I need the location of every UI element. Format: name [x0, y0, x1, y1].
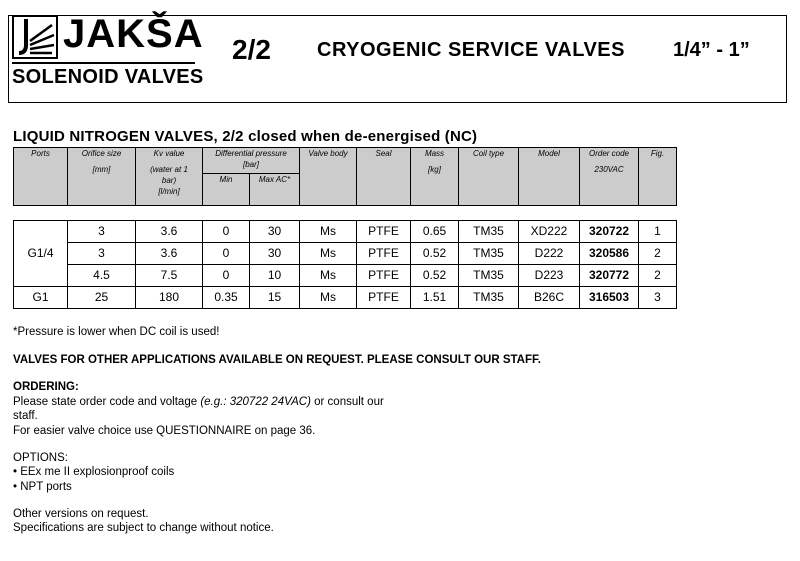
model-cell: B26C: [519, 287, 580, 309]
option-item-2: • NPT ports: [13, 481, 72, 493]
col-mass: Mass [kg]: [411, 148, 459, 206]
mass-cell: 0.52: [411, 243, 459, 265]
fig-cell: 3: [639, 287, 677, 309]
min-cell: 0.35: [203, 287, 250, 309]
model-cell: D223: [519, 265, 580, 287]
kv-cell: 3.6: [136, 221, 203, 243]
body-cell: Ms: [300, 221, 357, 243]
seal-cell: PTFE: [357, 287, 411, 309]
kv-cell: 180: [136, 287, 203, 309]
table-row: [14, 221, 677, 243]
body-cell: Ms: [300, 243, 357, 265]
kv-cell: 3.6: [136, 243, 203, 265]
table-row: [14, 265, 677, 287]
size-range: 1/4” - 1”: [673, 39, 750, 61]
coil-cell: TM35: [459, 243, 519, 265]
ordering-line-2: staff.: [13, 410, 38, 422]
mass-cell: 0.65: [411, 221, 459, 243]
order-cell: 316503: [580, 287, 639, 309]
coil-cell: TM35: [459, 221, 519, 243]
fig-cell: 2: [639, 265, 677, 287]
col-ports: Ports: [14, 148, 68, 206]
model-cell: D222: [519, 243, 580, 265]
fig-cell: 2: [639, 243, 677, 265]
col-kv: Kv value (water at 1 bar) [l/min]: [136, 148, 203, 206]
min-cell: 0: [203, 243, 250, 265]
jaksa-logo-icon: [12, 15, 58, 59]
orifice-cell: 4.5: [68, 265, 136, 287]
col-order: Order code 230VAC: [580, 148, 639, 206]
col-body: Valve body: [300, 148, 357, 206]
col-coil: Coil type: [459, 148, 519, 206]
orifice-cell: 3: [68, 243, 136, 265]
min-cell: 0: [203, 221, 250, 243]
max-cell: 30: [250, 221, 300, 243]
order-cell: 320586: [580, 243, 639, 265]
valve-type: 2/2: [232, 34, 271, 65]
ordering-line-3: For easier valve choice use QUESTIONNAIRE on page 36.: [13, 425, 316, 437]
col-orifice: Orifice size [mm]: [68, 148, 136, 206]
specs-note: Specifications are subject to change without notice.: [13, 522, 274, 534]
other-applications-note: VALVES FOR OTHER APPLICATIONS AVAILABLE ON REQUEST. PLEASE CONSULT OUR STAFF.: [13, 354, 541, 366]
max-cell: 10: [250, 265, 300, 287]
ordering-line-1: Please state order code and voltage (e.g.: 320722 24VAC) or consult our: [13, 396, 384, 408]
order-cell: 320722: [580, 221, 639, 243]
orifice-cell: 3: [68, 221, 136, 243]
spec-table-header: [13, 147, 677, 206]
max-cell: 15: [250, 287, 300, 309]
model-cell: XD222: [519, 221, 580, 243]
col-min: Min: [203, 174, 250, 206]
orifice-cell: 25: [68, 287, 136, 309]
port-cell: G1/4: [14, 221, 68, 287]
ordering-title: ORDERING:: [13, 381, 79, 393]
pressure-note: *Pressure is lower when DC coil is used!: [13, 326, 220, 338]
coil-cell: TM35: [459, 287, 519, 309]
order-cell: 320772: [580, 265, 639, 287]
col-model: Model: [519, 148, 580, 206]
seal-cell: PTFE: [357, 243, 411, 265]
col-diff-pressure: Differential pressure [bar]: [203, 148, 300, 174]
coil-cell: TM35: [459, 265, 519, 287]
brand-name: JAKŠA: [63, 12, 204, 56]
spec-table-data: [13, 220, 677, 309]
brand-divider: [12, 62, 195, 64]
seal-cell: PTFE: [357, 221, 411, 243]
max-cell: 30: [250, 243, 300, 265]
options-title: OPTIONS:: [13, 452, 68, 464]
port-cell: G1: [14, 287, 68, 309]
table-row: [14, 243, 677, 265]
fig-cell: 1: [639, 221, 677, 243]
col-seal: Seal: [357, 148, 411, 206]
table-row: [14, 287, 677, 309]
section-title: LIQUID NITROGEN VALVES, 2/2 closed when de-energised (NC): [13, 128, 478, 145]
page-title: CRYOGENIC SERVICE VALVES: [317, 39, 625, 61]
body-cell: Ms: [300, 265, 357, 287]
mass-cell: 1.51: [411, 287, 459, 309]
min-cell: 0: [203, 265, 250, 287]
brand-subtitle: SOLENOID VALVES: [12, 66, 204, 88]
body-cell: Ms: [300, 287, 357, 309]
option-item-1: • EEx me II explosionproof coils: [13, 466, 175, 478]
col-max: Max AC*: [250, 174, 300, 206]
col-fig: Fig.: [639, 148, 677, 206]
kv-cell: 7.5: [136, 265, 203, 287]
mass-cell: 0.52: [411, 265, 459, 287]
other-versions-note: Other versions on request.: [13, 508, 149, 520]
seal-cell: PTFE: [357, 265, 411, 287]
